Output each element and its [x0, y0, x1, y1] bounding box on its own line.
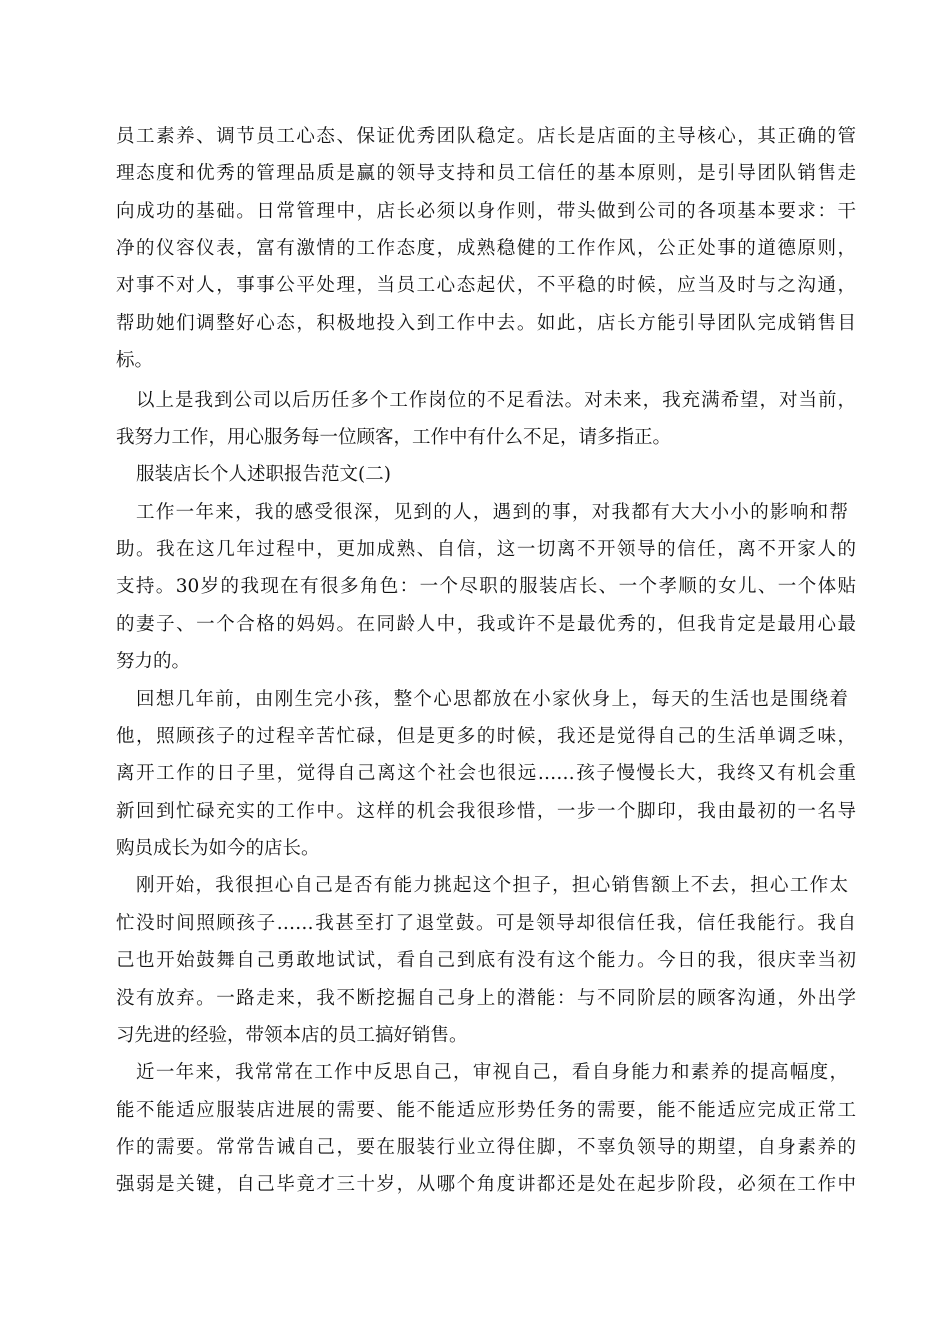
text-line: 作的需要。常常告诫自己，要在服装行业立得住脚，不辜负领导的期望，自身素养的 — [116, 1137, 856, 1158]
text-line: 忙没时间照顾孩子……我甚至打了退堂鼓。可是领导却很信任我，信任我能行。我自 — [116, 913, 856, 934]
text-line: 努力的。 — [116, 651, 191, 672]
text-line: 工作一年来，我的感受很深，见到的人，遇到的事，对我都有大大小小的影响和帮 — [136, 502, 848, 523]
text-line: 没有放弃。一路走来，我不断挖掘自己身上的潜能：与不同阶层的顾客沟通，外出学 — [116, 988, 856, 1009]
text-line: 强弱是关键，自己毕竟才三十岁，从哪个角度讲都还是处在起步阶段，必须在工作中 — [116, 1174, 856, 1195]
text-line: 近一年来，我常常在工作中反思自己，审视自己，看自身能力和素养的提高幅度， — [136, 1062, 848, 1083]
text-line: 新回到忙碌充实的工作中。这样的机会我很珍惜，一步一个脚印，我由最初的一名导 — [116, 801, 856, 822]
text-line: 标。 — [116, 350, 154, 371]
text-line: 购员成长为如今的店长。 — [116, 838, 320, 859]
text-line: 理态度和优秀的管理品质是赢的领导支持和员工信任的基本原则，是引导团队销售走 — [116, 163, 856, 184]
text-line: 员工素养、调节员工心态、保证优秀团队稳定。店长是店面的主导核心，其正确的管 — [116, 126, 856, 147]
text-line: 离开工作的日子里，觉得自己离这个社会也很远……孩子慢慢长大，我终又有机会重 — [116, 763, 856, 784]
text-line: 能不能适应服装店进展的需要、能不能适应形势任务的需要，能不能适应完成正常工 — [116, 1100, 856, 1121]
text-line: 刚开始，我很担心自己是否有能力挑起这个担子，担心销售额上不去，担心工作太 — [136, 875, 848, 896]
text-line: 支持。30岁的我现在有很多角色：一个尽职的服装店长、一个孝顺的女儿、一个体贴 — [116, 576, 856, 597]
text-line: 习先进的经验，带领本店的员工搞好销售。 — [116, 1025, 468, 1046]
text-line: 回想几年前，由刚生完小孩，整个心思都放在小家伙身上，每天的生活也是围绕着 — [136, 689, 848, 710]
text-line: 我努力工作，用心服务每一位顾客，工作中有什么不足，请多指正。 — [116, 427, 672, 448]
text-line: 向成功的基础。日常管理中，店长必须以身作则，带头做到公司的各项基本要求：干 — [116, 201, 856, 222]
text-line: 助。我在这几年过程中，更加成熟、自信，这一切离不开领导的信任，离不开家人的 — [116, 539, 856, 560]
text-line: 己也开始鼓舞自己勇敢地试试，看自己到底有没有这个能力。今日的我，很庆幸当初 — [116, 950, 856, 971]
text-line: 对事不对人，事事公平处理，当员工心态起伏，不平稳的时候，应当及时与之沟通， — [116, 275, 856, 296]
text-line: 他，照顾孩子的过程辛苦忙碌，但是更多的时候，我还是觉得自己的生活单调乏味， — [116, 726, 856, 747]
text-line: 净的仪容仪表，富有激情的工作态度，成熟稳健的工作作风，公正处事的道德原则， — [116, 238, 856, 259]
text-line: 的妻子、一个合格的妈妈。在同龄人中，我或许不是最优秀的，但我肯定是最用心最 — [116, 614, 856, 635]
section-heading: 服装店长个人述职报告范文(二) — [136, 464, 391, 485]
text-line: 帮助她们调整好心态，积极地投入到工作中去。如此，店长方能引导团队完成销售目 — [116, 313, 856, 334]
text-line: 以上是我到公司以后历任多个工作岗位的不足看法。对未来，我充满希望，对当前， — [136, 390, 856, 411]
